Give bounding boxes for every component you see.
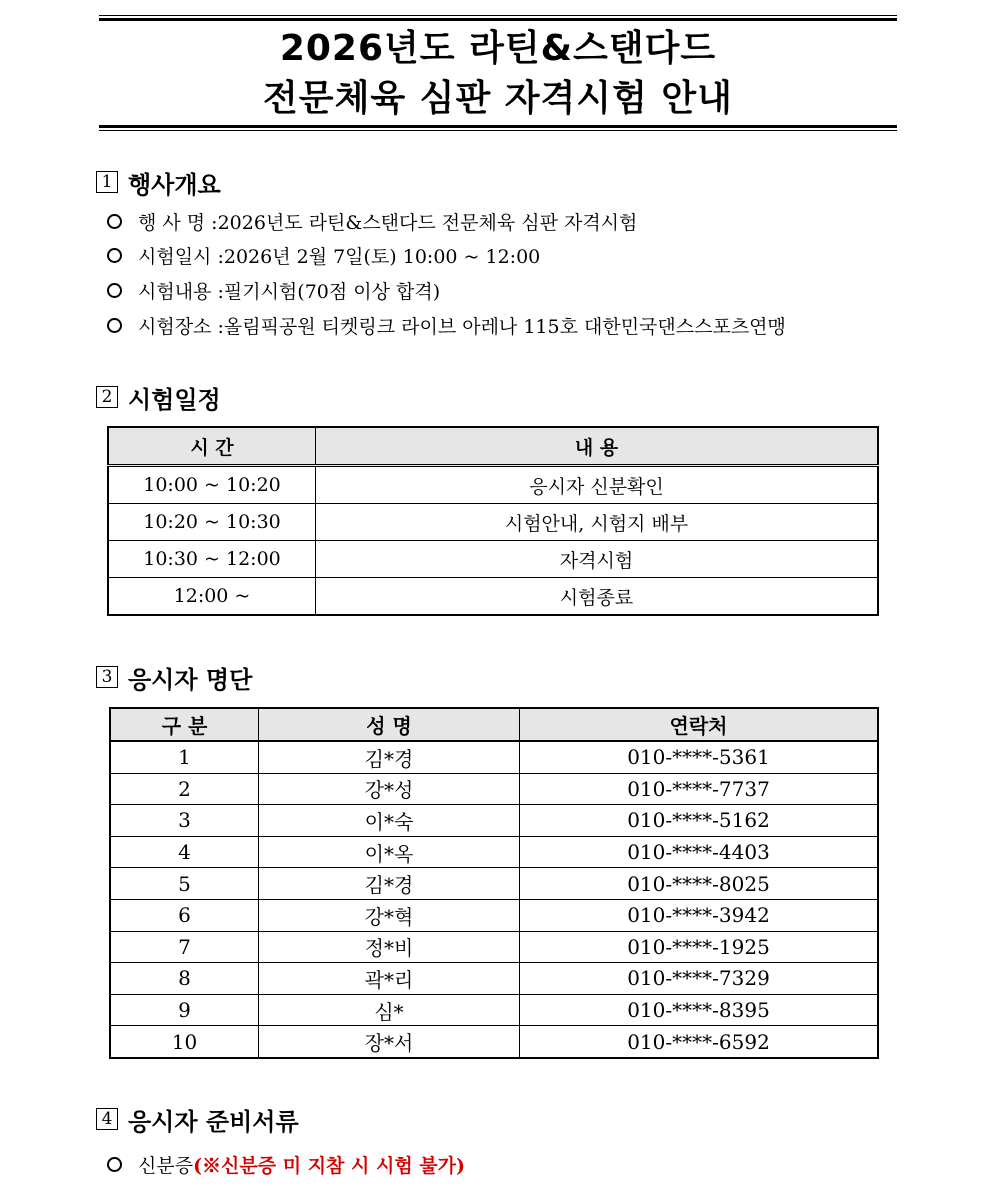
table-row	[110, 805, 878, 837]
table-row	[110, 994, 878, 1026]
circle-bullet-icon	[107, 283, 122, 298]
section-title: 응시자 명단	[128, 665, 253, 694]
column-header-time: 시 간	[108, 427, 316, 466]
overview-item-exam-datetime	[107, 241, 540, 269]
roster-name-cell: 장*서	[259, 1026, 520, 1058]
roster-contact-cell: 010-****-1925	[520, 931, 879, 963]
roster-name-cell: 이*옥	[259, 836, 520, 868]
schedule-time-cell: 10:20 ~ 10:30	[108, 504, 316, 541]
overview-item-exam-venue	[107, 311, 786, 339]
section-overview-heading	[96, 167, 221, 197]
section-title: 시험일정	[128, 385, 221, 414]
roster-contact-cell: 010-****-7737	[520, 773, 879, 805]
schedule-content-cell: 자격시험	[316, 541, 879, 578]
roster-number-cell: 5	[110, 868, 259, 900]
roster-contact-cell: 010-****-4403	[520, 836, 879, 868]
roster-contact-cell: 010-****-5361	[520, 741, 879, 773]
column-header-name: 성 명	[259, 708, 520, 741]
overview-value: 올림픽공원 티켓링크 라이브 아레나 115호 대한민국댄스스포츠연맹	[223, 315, 786, 338]
table-row	[110, 868, 878, 900]
schedule-table	[107, 426, 879, 616]
table-header-row	[108, 427, 878, 466]
roster-contact-cell: 010-****-7329	[520, 963, 879, 995]
section-number-box: 3	[96, 666, 118, 688]
page-title-line1: 2026년도 라틴&스탠다드	[279, 28, 717, 69]
roster-table	[109, 707, 879, 1059]
overview-item-event-name	[107, 207, 637, 235]
schedule-time-cell: 10:30 ~ 12:00	[108, 541, 316, 578]
section-schedule-heading	[96, 382, 221, 412]
roster-name-cell: 강*성	[259, 773, 520, 805]
circle-bullet-icon	[107, 1157, 122, 1172]
column-header-content: 내 용	[316, 427, 879, 466]
overview-label: 시험일시 :	[138, 245, 224, 268]
schedule-content-cell: 시험안내, 시험지 배부	[316, 504, 879, 541]
document-item-label: 신분증	[138, 1154, 194, 1177]
roster-name-cell: 이*숙	[259, 805, 520, 837]
title-bottom-rule-thick	[99, 125, 897, 128]
table-row	[110, 741, 878, 773]
overview-item-exam-content	[107, 276, 440, 304]
table-row	[110, 931, 878, 963]
circle-bullet-icon	[107, 318, 122, 333]
roster-number-cell: 7	[110, 931, 259, 963]
section-documents-heading	[96, 1104, 299, 1134]
roster-contact-cell: 010-****-3942	[520, 899, 879, 931]
roster-number-cell: 8	[110, 963, 259, 995]
table-row	[110, 1026, 878, 1058]
document-warning-note: (※신분증 미 지참 시 시험 불가)	[193, 1154, 466, 1177]
roster-name-cell: 김*경	[259, 741, 520, 773]
roster-contact-cell: 010-****-8025	[520, 868, 879, 900]
table-row	[108, 504, 878, 541]
roster-number-cell: 1	[110, 741, 259, 773]
section-number-box: 4	[96, 1108, 118, 1130]
overview-value: 2026년 2월 7일(토) 10:00 ~ 12:00	[223, 245, 541, 268]
section-title: 응시자 준비서류	[128, 1107, 299, 1136]
page-title-line2: 전문체육 심판 자격시험 안내	[263, 78, 733, 119]
title-top-rule-thin	[99, 15, 897, 16]
table-row	[110, 836, 878, 868]
overview-value: 2026년도 라틴&스탠다드 전문체육 심판 자격시험	[217, 211, 638, 234]
roster-name-cell: 심*	[259, 994, 520, 1026]
overview-label: 시험장소 :	[138, 315, 224, 338]
title-top-rule-thick	[99, 18, 897, 21]
documents-item-id-card	[107, 1150, 465, 1178]
schedule-time-cell: 12:00 ~	[108, 578, 316, 616]
schedule-content-cell: 시험종료	[316, 578, 879, 616]
roster-name-cell: 정*비	[259, 931, 520, 963]
section-title: 행사개요	[128, 170, 221, 199]
column-header-contact: 연락처	[520, 708, 879, 741]
roster-contact-cell: 010-****-8395	[520, 994, 879, 1026]
roster-number-cell: 6	[110, 899, 259, 931]
table-row	[108, 466, 878, 504]
overview-label: 행 사 명 :	[138, 211, 218, 234]
roster-number-cell: 9	[110, 994, 259, 1026]
roster-number-cell: 10	[110, 1026, 259, 1058]
roster-number-cell: 3	[110, 805, 259, 837]
circle-bullet-icon	[107, 248, 122, 263]
table-row	[110, 963, 878, 995]
column-header-number: 구 분	[110, 708, 259, 741]
table-header-row	[110, 708, 878, 741]
section-roster-heading	[96, 662, 252, 692]
table-row	[108, 541, 878, 578]
overview-value: 필기시험(70점 이상 합격)	[223, 280, 441, 303]
circle-bullet-icon	[107, 214, 122, 229]
roster-contact-cell: 010-****-5162	[520, 805, 879, 837]
roster-contact-cell: 010-****-6592	[520, 1026, 879, 1058]
overview-label: 시험내용 :	[138, 280, 224, 303]
title-bottom-rule-thin	[99, 130, 897, 131]
roster-name-cell: 김*경	[259, 868, 520, 900]
table-row	[110, 899, 878, 931]
title-block	[99, 15, 897, 132]
roster-number-cell: 4	[110, 836, 259, 868]
schedule-time-cell: 10:00 ~ 10:20	[108, 466, 316, 504]
section-number-box: 2	[96, 386, 118, 408]
schedule-content-cell: 응시자 신분확인	[316, 466, 879, 504]
table-row	[108, 578, 878, 616]
roster-name-cell: 곽*리	[259, 963, 520, 995]
section-number-box: 1	[96, 171, 118, 193]
roster-number-cell: 2	[110, 773, 259, 805]
table-row	[110, 773, 878, 805]
roster-name-cell: 강*혁	[259, 899, 520, 931]
